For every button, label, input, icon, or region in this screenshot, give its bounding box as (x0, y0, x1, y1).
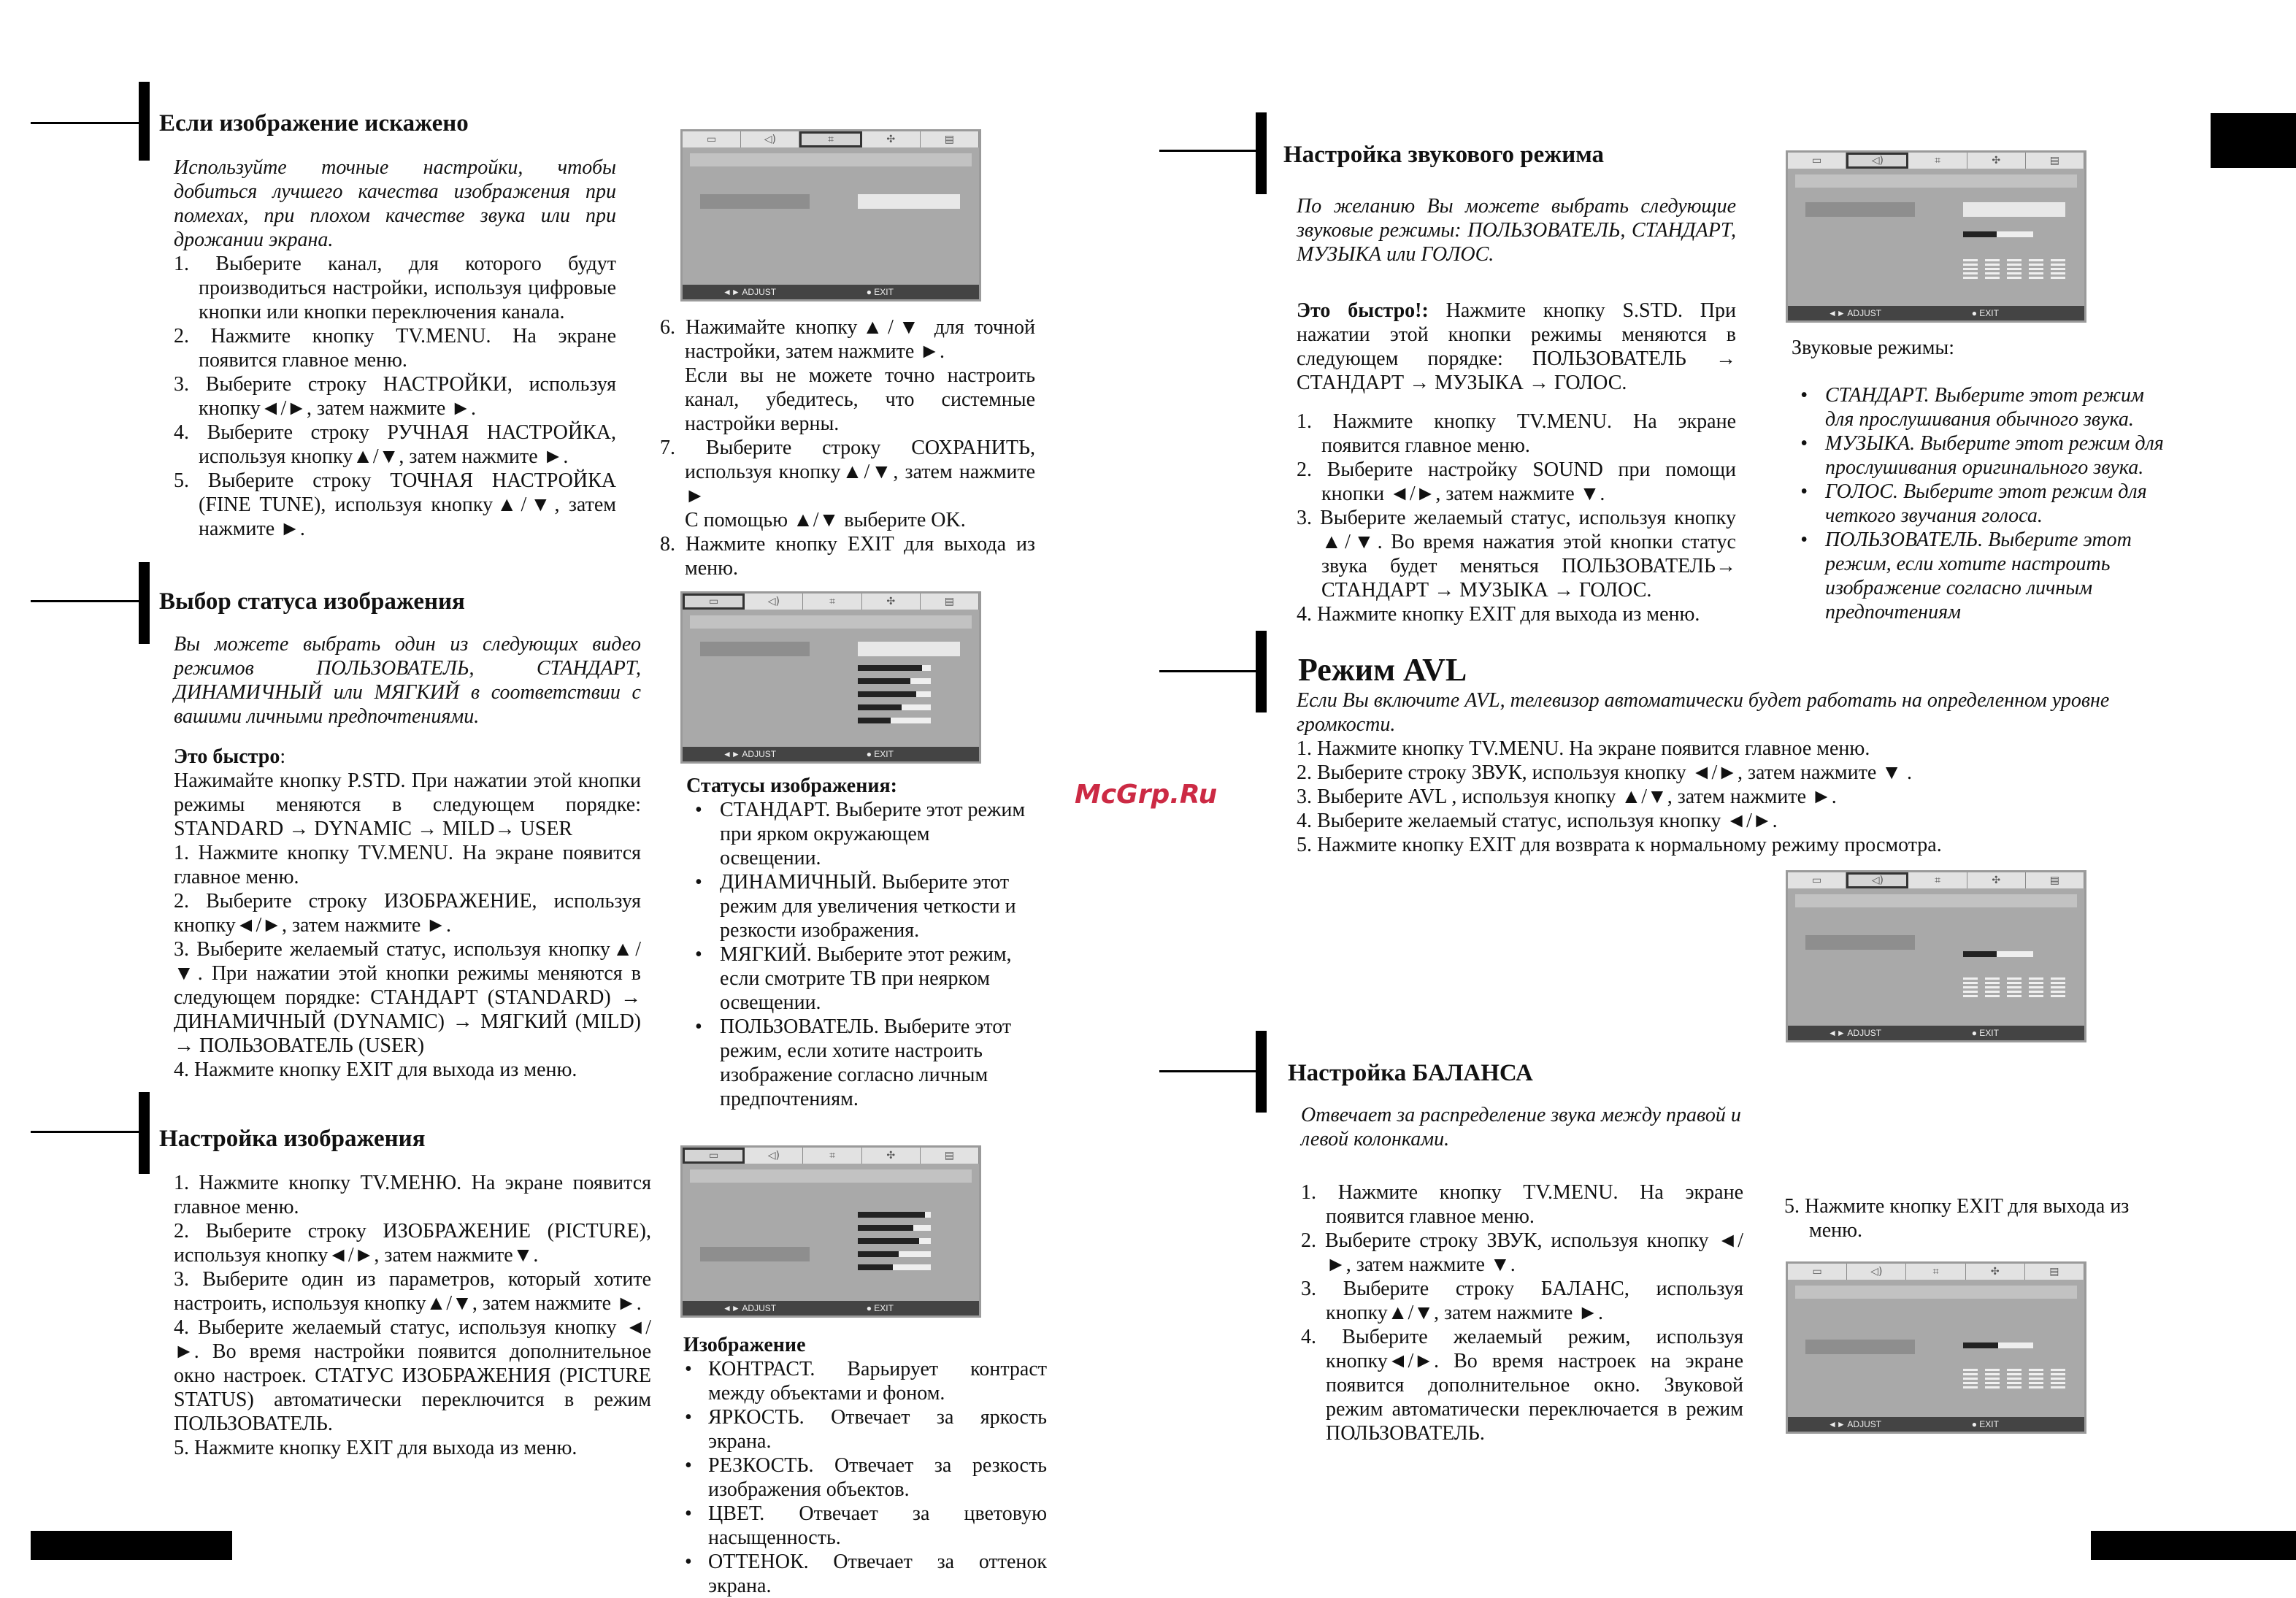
menu-tabs (1788, 872, 2084, 888)
list-tab-icon: ▤ (2025, 1264, 2084, 1280)
menu-slider (858, 704, 931, 710)
function-tab-icon: ✣ (1967, 153, 2026, 169)
sound-tab-icon: ◁) (741, 131, 799, 147)
menu-screenshot-picture-status (680, 591, 981, 764)
menu-slider (858, 665, 931, 671)
menu-exit-hint: ● EXIT (1971, 308, 1999, 318)
s5-step: 1. Нажмите кнопку TV.MENU. На экране появится главное меню. (1297, 737, 1870, 760)
heading-sound-mode: Настройка звукового режима (1283, 142, 1604, 168)
s4-list-item: • СТАНДАРТ. Выберите этот режим для прослушивания обычного звука. (1792, 383, 2171, 431)
rule-3 (31, 1131, 139, 1133)
s2-list-item: • СТАНДАРТ. Выберите этот режим при ярком окружающем освещении. (686, 798, 1034, 870)
menu-slider (858, 1225, 931, 1231)
s1-body-cont (660, 315, 1035, 580)
s4-step: 2. Выберите настройку SOUND при помощи кнопки ◄/►, затем нажмите ▼. (1297, 458, 1736, 505)
menu-row-selected (1805, 202, 1915, 217)
menu-row-selected (700, 194, 810, 209)
picture-tab-icon: ▭ (683, 1148, 745, 1164)
function-tab-icon: ✣ (1966, 1264, 2025, 1280)
menu-exit-hint: ● EXIT (1971, 1028, 1999, 1038)
menu-tabs (683, 1148, 979, 1164)
menu-exit-hint: ● EXIT (866, 1303, 894, 1313)
s6-step5 (1784, 1194, 2171, 1242)
s2-step: 2. Выберите строку ИЗОБРАЖЕНИЕ, используя кнопку◄/►, затем нажмите ►. (174, 890, 641, 937)
bar-5 (1256, 631, 1267, 712)
s3-step: 3. Выберите один из параметров, который хотите настроить, используя кнопку▲/▼, затем нажмите ►. (174, 1268, 651, 1315)
menu-adjust-hint: ◄► ADJUST (1828, 1419, 1882, 1429)
menu-adjust-hint: ◄► ADJUST (723, 749, 777, 759)
s3-list-item: • ЯРКОСТЬ. Отвечает за яркость экрана. (683, 1405, 1047, 1453)
list-tab-icon: ▤ (921, 594, 979, 610)
s2-quick-colon: : (280, 745, 286, 768)
function-tab-icon: ✣ (862, 1148, 921, 1164)
s1-step: 2. Нажмите кнопку TV.MENU. На экране появится главное меню. (174, 325, 616, 372)
s6-intro: Отвечает за распределение звука между правой и левой колонками. (1301, 1104, 1741, 1151)
s2-step: 1. Нажмите кнопку TV.MENU. На экране появится главное меню. (174, 842, 641, 888)
s3-list-item: • РЕЗКОСТЬ. Отвечает за резкость изображения объектов. (683, 1453, 1047, 1502)
s4-step: 4. Нажмите кнопку EXIT для выхода из меню. (1297, 603, 1700, 626)
s5-intro: Если Вы включите AVL, телевизор автоматически будет работать на определенном уровне громкости. (1297, 689, 2110, 736)
watermark: McGrp.Ru (1075, 780, 1218, 810)
heading-picture-settings: Настройка изображения (159, 1126, 426, 1152)
list-tab-icon: ▤ (2026, 153, 2084, 169)
bar-3 (139, 1092, 150, 1174)
menu-slider (858, 691, 931, 697)
bar-1 (139, 82, 150, 161)
equalizer (1963, 1369, 2065, 1391)
s2-quick-text: Нажимайте кнопку P.STD. При нажатии этой кнопки режимы меняются в следующем порядке: STANDARD → DYNAMIC → MILD→ USER (174, 769, 641, 840)
s1-step: 6. Нажимайте кнопку▲/▼ для точной настройки, затем нажмите ►. (660, 316, 1035, 363)
s4-quick-label: Это быстро!: (1297, 299, 1429, 322)
s3-list-title: Изображение (683, 1334, 806, 1356)
menu-adjust-hint: ◄► ADJUST (723, 1303, 777, 1313)
bar-6 (1256, 1031, 1267, 1113)
s3-list-item: • КОНТРАСТ. Варьирует контраст между объектами и фоном. (683, 1357, 1047, 1405)
menu-slider (1963, 951, 2033, 957)
menu-footer (683, 747, 979, 761)
menu-bar (690, 1169, 972, 1183)
menu-value-box (858, 642, 960, 656)
menu-screenshot-tuning (680, 129, 981, 301)
menu-value-box (1963, 202, 2065, 217)
picture-tab-icon: ▭ (1788, 872, 1846, 888)
menu-bar (1795, 894, 2077, 907)
s5-step: 5. Нажмите кнопку EXIT для возврата к нормальному режиму просмотра. (1297, 834, 1942, 856)
menu-screenshot-sound (1786, 150, 2086, 323)
corner-tab (2211, 113, 2296, 168)
s1-step: 4. Выберите строку РУЧНАЯ НАСТРОЙКА, используя кнопку▲/▼, затем нажмите ►. (174, 421, 616, 468)
heading-balance: Настройка БАЛАНСА (1288, 1060, 1533, 1086)
list-tab-icon: ▤ (2026, 872, 2084, 888)
s2-body (174, 632, 641, 1082)
s1-step: 8. Нажмите кнопку EXIT для выхода из меню. (660, 533, 1035, 580)
s4-step: 1. Нажмите кнопку TV.MENU. На экране появится главное меню. (1297, 410, 1736, 457)
footer-bar-right (2091, 1531, 2296, 1560)
function-tab-icon: ✣ (1967, 872, 2026, 888)
menu-bar (1795, 1286, 2077, 1299)
menu-slider (858, 1238, 931, 1244)
rule-1 (31, 122, 139, 124)
footer-bar-left (31, 1531, 232, 1560)
s3-list-item: • ОТТЕНОК. Отвечает за оттенок экрана. (683, 1550, 1047, 1598)
menu-slider (858, 718, 931, 723)
s1-step: 7. Выберите строку СОХРАНИТЬ, используя кнопку▲/▼, затем нажмите ► (660, 437, 1035, 507)
s3-step: 2. Выберите строку ИЗОБРАЖЕНИЕ (PICTURE), используя кнопку◄/►, затем нажмите▼. (174, 1220, 651, 1267)
s1-intro: Используйте точные настройки, чтобы добиться лучшего качества изображения при помехах, при плохом качестве звука или при дрожании экрана. (174, 156, 616, 251)
menu-exit-hint: ● EXIT (1971, 1419, 1999, 1429)
s1-step: 1. Выберите канал, для которого будут производиться настройки, используя цифровые кнопки или кнопки переключения канала. (174, 253, 616, 323)
picture-tab-icon: ▭ (1788, 153, 1846, 169)
s3-step: 5. Нажмите кнопку EXIT для выхода из меню. (174, 1437, 577, 1459)
s2-list-item: • ДИНАМИЧНЫЙ. Выберите этот режим для увеличения четкости и резкости изображения. (686, 870, 1034, 942)
heading-avl: Режим AVL (1298, 652, 1467, 688)
s3-body (174, 1171, 651, 1460)
rule-4 (1159, 150, 1256, 152)
s4-quick (1297, 299, 1736, 395)
menu-bar (690, 153, 972, 166)
menu-tabs (683, 594, 979, 610)
menu-exit-hint: ● EXIT (866, 749, 894, 759)
menu-slider (858, 1264, 931, 1270)
s1-step: 3. Выберите строку НАСТРОЙКИ, используя кнопку◄/►, затем нажмите ►. (174, 373, 616, 420)
picture-tab-icon: ▭ (1788, 1264, 1847, 1280)
menu-footer (683, 1301, 979, 1315)
list-tab-icon: ▤ (921, 131, 979, 147)
menu-row-selected (700, 1247, 810, 1261)
s1-note: Если вы не можете точно настроить канал, убедитесь, что системные настройки верны. (685, 364, 1035, 435)
sound-tab-icon: ◁) (745, 594, 803, 610)
s1-note: С помощью ▲/▼ выберите OK. (685, 509, 966, 531)
menu-tabs (683, 131, 979, 147)
menu-bar (1795, 174, 2077, 188)
setup-tab-icon: ⌗ (803, 1148, 861, 1164)
s4-intro: По желанию Вы можете выбрать следующие звуковые режимы: ПОЛЬЗОВАТЕЛЬ, СТАНДАРТ, МУЗЫКА или ГОЛОС. (1297, 195, 1736, 266)
s4-list-item: • ПОЛЬЗОВАТЕЛЬ. Выберите этот режим, если хотите настроить изображение согласно личным предпочтениям (1792, 528, 2171, 624)
menu-slider (1963, 231, 2033, 237)
s6-step: 3. Выберите строку БАЛАНС, используя кнопку▲/▼, затем нажмите ►. (1301, 1278, 1743, 1324)
s2-intro: Вы можете выбрать один из следующих видео режимов ПОЛЬЗОВАТЕЛЬ, СТАНДАРТ, ДИНАМИЧНЫЙ или МЯГКИЙ в соответствии с вашими личными предпочтениями. (174, 633, 641, 728)
s4-list-item: • ГОЛОС. Выберите этот режим для четкого звучания голоса. (1792, 480, 2171, 528)
heading-picture-status: Выбор статуса изображения (159, 588, 465, 615)
menu-adjust-hint: ◄► ADJUST (1828, 308, 1882, 318)
s1-step: 5. Выберите строку ТОЧНАЯ НАСТРОЙКА (FINE TUNE), используя кнопку▲/▼, затем нажмите ►. (174, 469, 616, 540)
menu-footer (1788, 1026, 2084, 1040)
menu-footer (1788, 1417, 2084, 1432)
setup-tab-icon: ⌗ (803, 594, 861, 610)
s2-list-item: • МЯГКИЙ. Выберите этот режим, если смотрите ТВ при неярком освещении. (686, 942, 1034, 1015)
s5-step: 4. Выберите желаемый статус, используя кнопку ◄/►. (1297, 810, 1778, 832)
menu-exit-hint: ● EXIT (866, 287, 894, 297)
sound-tab-icon: ◁) (1846, 872, 1908, 888)
rule-2 (31, 600, 139, 602)
menu-adjust-hint: ◄► ADJUST (1828, 1028, 1882, 1038)
s1-body (174, 155, 616, 541)
s6-step: 5. Нажмите кнопку EXIT для выхода из меню. (1784, 1195, 2130, 1242)
s2-list-title: Статусы изображения: (686, 775, 897, 797)
s2-status-list (686, 774, 1034, 1111)
setup-tab-icon: ⌗ (1908, 872, 1967, 888)
s2-list-item: • ПОЛЬЗОВАТЕЛЬ. Выберите этот режим, если хотите настроить изображение согласно личным предпочтениям. (686, 1015, 1034, 1111)
heading-distorted-image: Если изображение искажено (159, 110, 469, 137)
rule-5 (1159, 670, 1256, 672)
menu-slider (858, 678, 931, 684)
picture-tab-icon: ▭ (683, 131, 741, 147)
function-tab-icon: ✣ (862, 594, 921, 610)
s3-list-item: • ЦВЕТ. Отвечает за цветовую насыщенность. (683, 1502, 1047, 1550)
s5-body (1297, 688, 2143, 857)
setup-tab-icon: ⌗ (799, 131, 861, 147)
s2-step: 4. Нажмите кнопку EXIT для выхода из меню. (174, 1059, 577, 1081)
setup-tab-icon: ⌗ (1906, 1264, 1965, 1280)
list-tab-icon: ▤ (921, 1148, 979, 1164)
rule-6 (1159, 1070, 1256, 1072)
s5-step: 2. Выберите строку ЗВУК, используя кнопку ◄/►, затем нажмите ▼ . (1297, 761, 1912, 784)
s3-picture-list (683, 1333, 1047, 1598)
menu-slider (858, 1251, 931, 1257)
s4-list-title: Звуковые режимы: (1792, 337, 1955, 359)
menu-adjust-hint: ◄► ADJUST (723, 287, 777, 297)
setup-tab-icon: ⌗ (1908, 153, 1967, 169)
s6-step: 1. Нажмите кнопку TV.MENU. На экране появится главное меню. (1301, 1181, 1743, 1228)
menu-row-selected (1805, 935, 1915, 950)
menu-tabs (1788, 1264, 2084, 1280)
menu-row-selected (700, 642, 810, 656)
menu-screenshot-picture (680, 1145, 981, 1318)
s6-step: 4. Выберите желаемый режим, используя кнопку◄/►. Во время настроек на экране появится дополнительное окно. Звуковой режим автоматически переключается в режим ПОЛЬЗОВАТЕЛЬ. (1301, 1326, 1743, 1445)
s4-quick-text: Нажмите кнопку S.STD. При нажатии этой кнопки режимы меняются в следующем порядке: ПОЛЬЗОВАТЕЛЬ → СТАНДАРТ → МУЗЫКА → ГОЛОС. (1297, 299, 1736, 394)
s6-step: 2. Выберите строку ЗВУК, используя кнопку ◄/►, затем нажмите ▼. (1301, 1229, 1743, 1276)
s4-body (1297, 194, 1736, 626)
s2-step: 3. Выберите желаемый статус, используя кнопку▲/▼. При нажатии этой кнопки режимы меняются в следующем порядке: СТАНДАРТ (STANDARD) → ДИНАМИЧНЫЙ (DYNAMIC) → МЯГКИЙ (MILD) → ПОЛЬЗОВАТЕЛЬ (USER) (174, 938, 641, 1057)
menu-value-box (858, 194, 960, 209)
equalizer (1963, 259, 2065, 281)
s3-step: 1. Нажмите кнопку TV.МЕНЮ. На экране появится главное меню. (174, 1172, 651, 1218)
equalizer (1963, 977, 2065, 999)
picture-tab-icon: ▭ (683, 594, 745, 610)
menu-bar (690, 615, 972, 629)
sound-tab-icon: ◁) (745, 1148, 803, 1164)
menu-slider (858, 1212, 931, 1218)
menu-screenshot-balance (1786, 1261, 2086, 1434)
menu-screenshot-avl (1786, 870, 2086, 1042)
s4-step: 3. Выберите желаемый статус, используя кнопку ▲/▼. Во время нажатия этой кнопки статус звука будет меняться ПОЛЬЗОВАТЕЛЬ→ СТАНДАРТ → МУЗЫКА → ГОЛОС. (1297, 507, 1736, 602)
s2-quick (174, 745, 641, 769)
menu-row-selected (1805, 1340, 1915, 1354)
sound-tab-icon: ◁) (1846, 153, 1908, 169)
s4-mode-list (1792, 336, 2171, 624)
s4-list-item: • МУЗЫКА. Выберите этот режим для прослушивания оригинального звука. (1792, 431, 2171, 480)
s5-step: 3. Выберите AVL , используя кнопку ▲/▼, затем нажмите ►. (1297, 785, 1837, 808)
bar-2 (139, 562, 150, 644)
bar-4 (1256, 112, 1267, 194)
s2-quick-label: Это быстро (174, 745, 280, 768)
function-tab-icon: ✣ (862, 131, 921, 147)
menu-slider (1963, 1342, 2033, 1348)
menu-footer (683, 285, 979, 299)
menu-tabs (1788, 153, 2084, 169)
s3-step: 4. Выберите желаемый статус, используя кнопку ◄/►. Во время настройки появится дополнительное окно настроек. СТАТУС ИЗОБРАЖЕНИЯ (PICTURE STATUS) автоматически переключится в режим ПОЛЬЗОВАТЕЛЬ. (174, 1316, 651, 1435)
s6-body (1301, 1103, 1743, 1445)
menu-footer (1788, 306, 2084, 320)
sound-tab-icon: ◁) (1847, 1264, 1906, 1280)
